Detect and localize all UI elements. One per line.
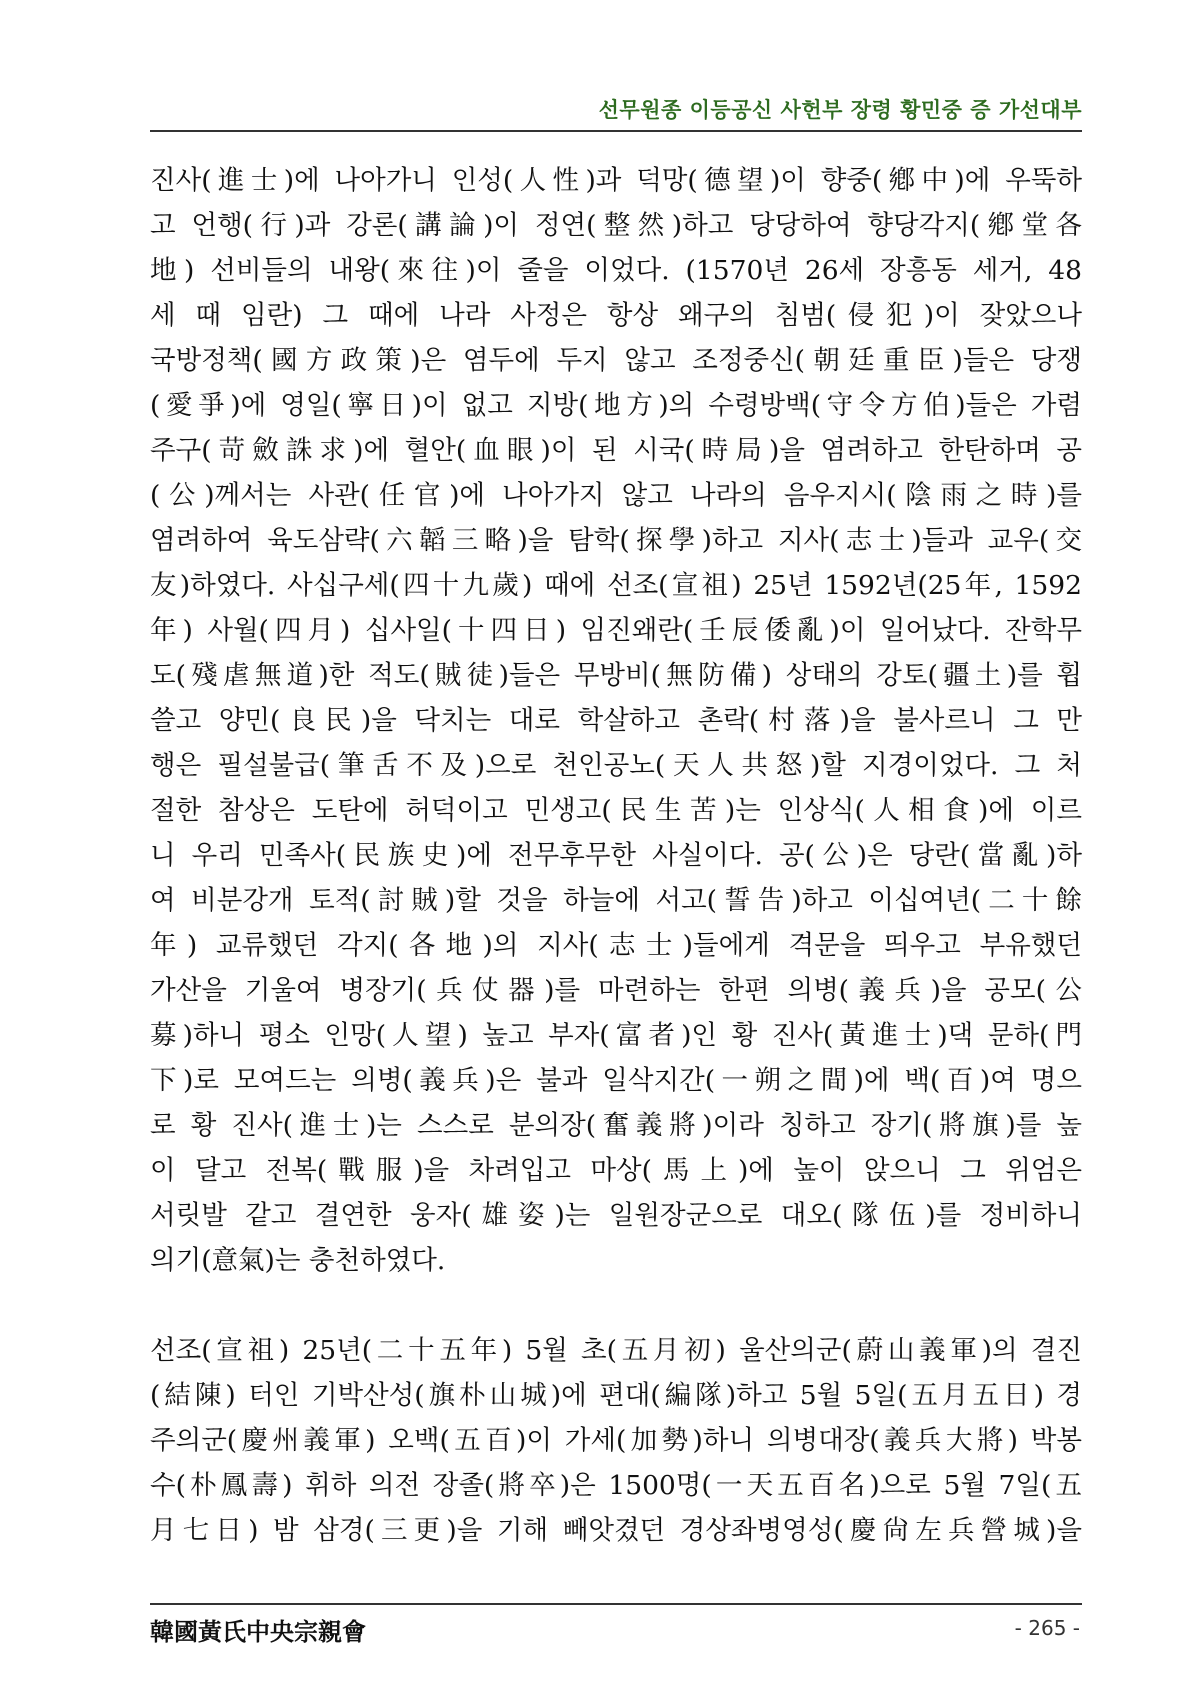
text-line: 이 달고 전복(戰服)을 차려입고 마상(馬上)에 높이 앉으니 그 위엄은 xyxy=(150,1155,1082,1186)
footer-rule xyxy=(150,1603,1082,1605)
text-line: 年) 교류했던 각지(各地)의 지사(志士)들에게 격문을 띄우고 부유했던 xyxy=(150,930,1082,961)
paragraph xyxy=(150,1328,1082,1553)
text-line: 선조(宣祖) 25년(二十五年) 5월 초(五月初) 울산의군(蔚山義軍)의 결진 xyxy=(150,1335,1082,1366)
text-line: 주구(苛斂誅求)에 혈안(血眼)이 된 시국(時局)을 염려하고 한탄하며 공 xyxy=(150,435,1082,466)
text-line: 地) 선비들의 내왕(來往)이 줄을 이었다. (1570년 26세 장흥동 세거, 48 xyxy=(150,255,1082,286)
text-line: 下)로 모여드는 의병(義兵)은 불과 일삭지간(一朔之間)에 백(百)여 명으 xyxy=(150,1065,1082,1096)
text-line: 友)하였다. 사십구세(四十九歲) 때에 선조(宣祖) 25년 1592년(25年, 1592 xyxy=(150,570,1082,601)
text-line: 니 우리 민족사(民族史)에 전무후무한 사실이다. 공(公)은 당란(當亂)하 xyxy=(150,840,1082,871)
text-line: 고 언행(行)과 강론(講論)이 정연(整然)하고 당당하여 향당각지(鄕堂各 xyxy=(150,210,1082,241)
text-line: 염려하여 육도삼략(六韜三略)을 탐학(探學)하고 지사(志士)들과 교우(交 xyxy=(150,525,1082,556)
page-number: - 265 - xyxy=(1014,1616,1080,1640)
text-line: 행은 필설불급(筆舌不及)으로 천인공노(天人共怒)할 지경이었다. 그 처 xyxy=(150,750,1082,781)
text-line: 의기(意氣)는 충천하였다. xyxy=(150,1245,446,1276)
paragraph-gap xyxy=(150,1283,1082,1328)
header-rule xyxy=(150,130,1082,132)
text-line: 가산을 기울여 병장기(兵仗器)를 마련하는 한편 의병(義兵)을 공모(公 xyxy=(150,975,1082,1006)
text-line: 절한 참상은 도탄에 허덕이고 민생고(民生苦)는 인상식(人相食)에 이르 xyxy=(150,795,1082,826)
paragraph xyxy=(150,158,1082,1283)
text-line: 진사(進士)에 나아가니 인성(人性)과 덕망(德望)이 향중(鄕中)에 우뚝하 xyxy=(150,165,1082,196)
running-header-title: 선무원종 이등공신 사헌부 장령 황민중 증 가선대부 xyxy=(598,98,1082,122)
text-line: 주의군(慶州義軍) 오백(五百)이 가세(加勢)하니 의병대장(義兵大將) 박봉 xyxy=(150,1425,1082,1456)
text-line: 국방정책(國方政策)은 염두에 두지 않고 조정중신(朝廷重臣)들은 당쟁 xyxy=(150,345,1082,376)
text-line: (結陳) 터인 기박산성(旗朴山城)에 편대(編隊)하고 5월 5일(五月五日) 경 xyxy=(150,1380,1082,1411)
text-line: 쓸고 양민(良民)을 닥치는 대로 학살하고 촌락(村落)을 불사르니 그 만 xyxy=(150,705,1082,736)
text-line: (愛爭)에 영일(寧日)이 없고 지방(地方)의 수령방백(守令方伯)들은 가렴 xyxy=(150,390,1082,421)
text-line: 세 때 임란) 그 때에 나라 사정은 항상 왜구의 침범(侵犯)이 잦았으나 xyxy=(150,300,1082,331)
text-line: 月七日) 밤 삼경(三更)을 기해 빼앗겼던 경상좌병영성(慶尙左兵營城)을 xyxy=(150,1515,1082,1546)
text-line: 도(殘虐無道)한 적도(賊徒)들은 무방비(無防備) 상태의 강토(疆土)를 휩 xyxy=(150,660,1082,691)
text-line: 서릿발 같고 결연한 웅자(雄姿)는 일원장군으로 대오(隊伍)를 정비하니 xyxy=(150,1200,1082,1231)
footer-organization-name: 韓國黃氏中央宗親會 xyxy=(150,1617,366,1646)
text-line: 年) 사월(四月) 십사일(十四日) 임진왜란(壬辰倭亂)이 일어났다. 잔학무 xyxy=(150,615,1082,646)
text-line: 수(朴鳳壽) 휘하 의전 장졸(將卒)은 1500명(一天五百名)으로 5월 7일(五 xyxy=(150,1470,1082,1501)
text-line: 로 황 진사(進士)는 스스로 분의장(奮義將)이라 칭하고 장기(將旗)를 높 xyxy=(150,1110,1082,1141)
text-line: 募)하니 평소 인망(人望) 높고 부자(富者)인 황 진사(黃進士)댁 문하(門 xyxy=(150,1020,1082,1051)
text-line: (公)께서는 사관(任官)에 나아가지 않고 나라의 음우지시(陰雨之時)를 xyxy=(150,480,1082,511)
text-line: 여 비분강개 토적(討賊)할 것을 하늘에 서고(誓告)하고 이십여년(二十餘 xyxy=(150,885,1082,916)
document-body xyxy=(150,158,1082,1553)
